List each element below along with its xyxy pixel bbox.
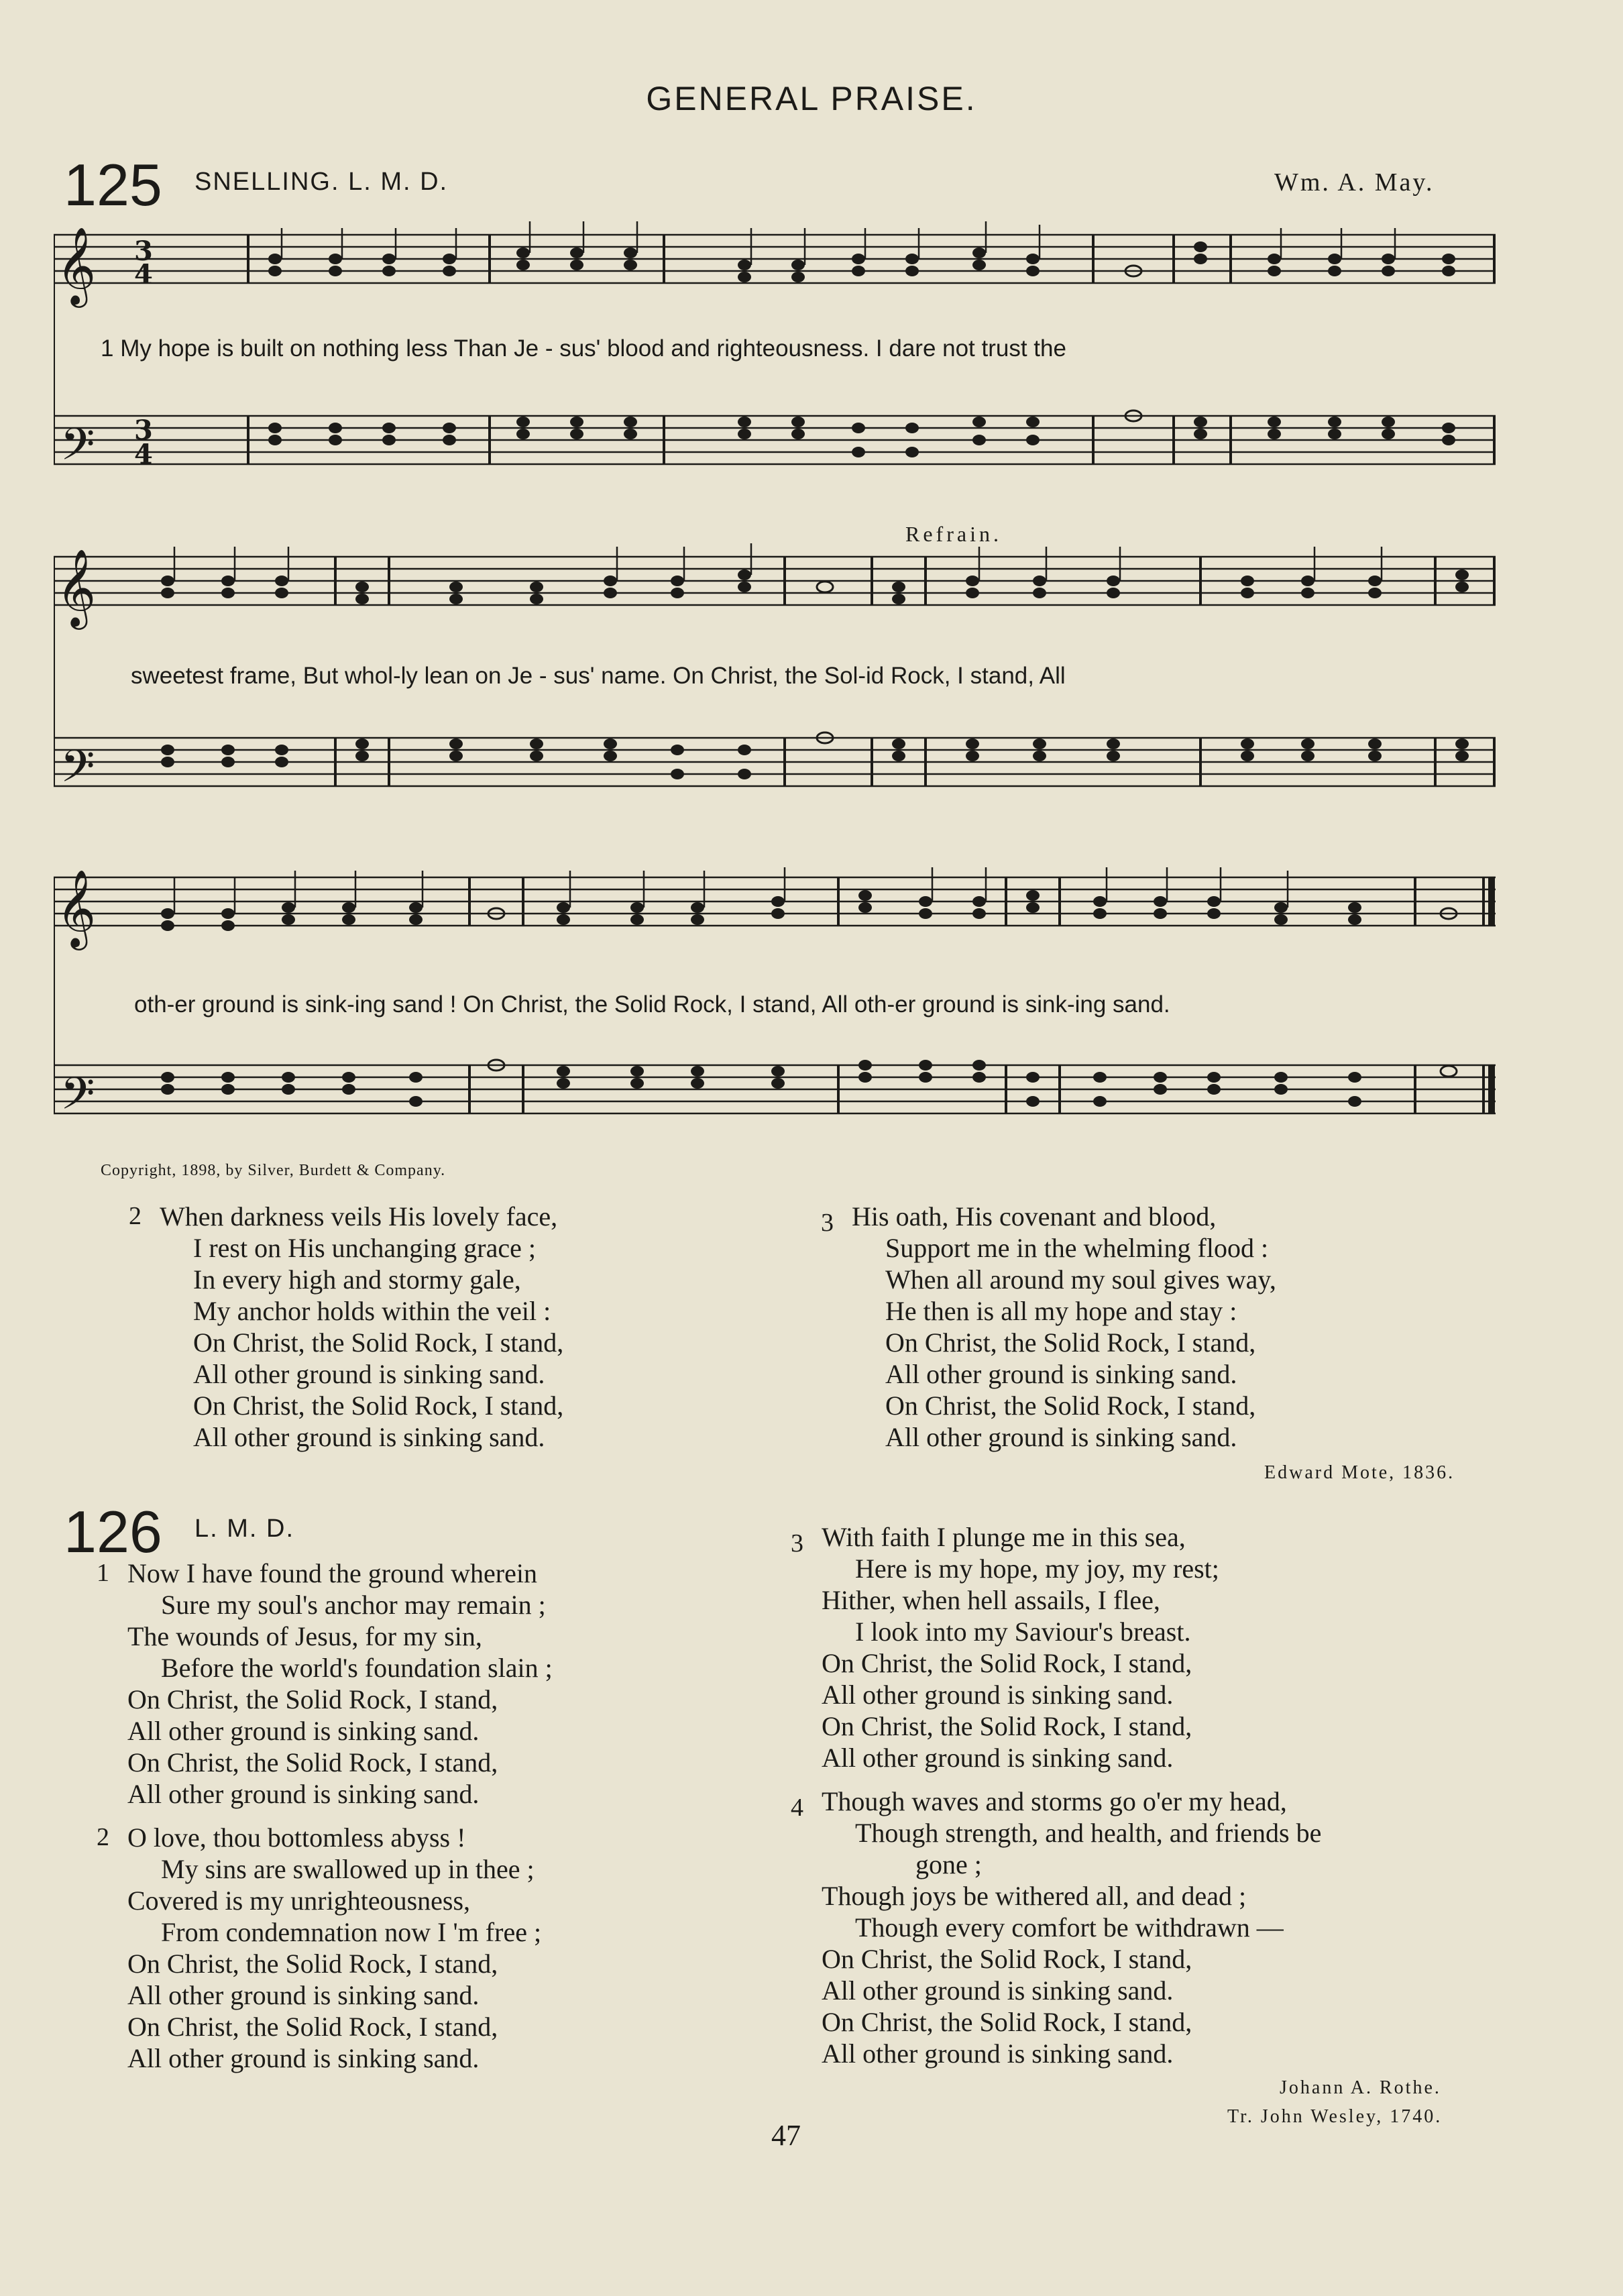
stanza-line: On Christ, the Solid Rock, I stand, bbox=[193, 1390, 564, 1421]
stanza-line: Though joys be withered all, and dead ; bbox=[822, 1881, 1247, 1911]
stanza-line: My anchor holds within the veil : bbox=[193, 1296, 551, 1326]
stanza-line: On Christ, the Solid Rock, I stand, bbox=[193, 1327, 564, 1358]
time-signature-treble: 3 bbox=[134, 235, 153, 267]
bass-clef: 𝄢 bbox=[60, 741, 95, 803]
stanza-line: All other ground is sinking sand. bbox=[822, 1743, 1174, 1773]
stanza-line: On Christ, the Solid Rock, I stand, bbox=[127, 1747, 498, 1778]
stanza-line: Support me in the whelming flood : bbox=[885, 1233, 1269, 1263]
stanza-line: Now I have found the ground wherein bbox=[127, 1558, 537, 1588]
stanza-line: On Christ, the Solid Rock, I stand, bbox=[822, 2007, 1192, 2037]
refrain-label: Refrain. bbox=[905, 522, 1002, 546]
tune-meter: L. M. D. bbox=[348, 168, 449, 196]
stanza-number: 3 bbox=[821, 1209, 834, 1237]
stanza-line: When darkness veils His lovely face, bbox=[160, 1201, 558, 1232]
stanza-line: All other ground is sinking sand. bbox=[822, 2038, 1174, 2069]
hymn-125-tune bbox=[194, 168, 448, 197]
stanza-line: All other ground is sinking sand. bbox=[127, 1980, 480, 2010]
hymn-126-stanza-3 bbox=[791, 1521, 1219, 1773]
stanza-line: On Christ, the Solid Rock, I stand, bbox=[822, 1944, 1192, 1974]
stanza-line: My sins are swallowed up in thee ; bbox=[161, 1854, 535, 1884]
stanza-line: O love, thou bottomless abyss ! bbox=[127, 1822, 466, 1853]
hymn-126-stanza-1 bbox=[97, 1557, 553, 1810]
stanza-line: Here is my hope, my joy, my rest; bbox=[855, 1553, 1219, 1584]
hymn-126-number: 126 bbox=[64, 1498, 162, 1565]
stanza-line: All other ground is sinking sand. bbox=[822, 1975, 1174, 2006]
hymn-126-stanza-4 bbox=[791, 1786, 1322, 2069]
time-signature-treble-lower: 4 bbox=[134, 259, 153, 290]
stanza-line: The wounds of Jesus, for my sin, bbox=[127, 1621, 482, 1651]
lyric-line-2: sweetest frame, But whol-ly lean on Je - sus' name. On Christ, the Sol-id Rock, I stand, All bbox=[131, 663, 1066, 689]
hymn-125-stanza-3 bbox=[821, 1201, 1276, 1453]
stanza-line: gone ; bbox=[915, 1849, 982, 1879]
time-signature-bass: 3 bbox=[134, 415, 153, 446]
music-system-1 bbox=[54, 221, 1496, 510]
stanza-line: All other ground is sinking sand. bbox=[193, 1359, 545, 1389]
stanza-line: On Christ, the Solid Rock, I stand, bbox=[885, 1327, 1256, 1358]
hymn-126-meter: L. M. D. bbox=[194, 1515, 295, 1543]
stanza-line: Though every comfort be withdrawn — bbox=[855, 1912, 1284, 1943]
lyric-line-3: oth-er ground is sink-ing sand ! On Christ, the Solid Rock, I stand, All oth-er ground is sink-ing sand. bbox=[134, 991, 1170, 1018]
bass-clef: 𝄢 bbox=[60, 419, 95, 481]
stanza-line: On Christ, the Solid Rock, I stand, bbox=[885, 1390, 1256, 1421]
treble-clef: 𝄞 bbox=[56, 869, 97, 947]
stanza-number: 4 bbox=[791, 1794, 803, 1822]
stanza-line: Though strength, and health, and friends be bbox=[855, 1818, 1322, 1848]
score-system-1 bbox=[54, 221, 1496, 510]
stanza-line: I rest on His unchanging grace ; bbox=[193, 1233, 536, 1263]
stanza-number: 1 bbox=[97, 1559, 109, 1587]
page-number: 47 bbox=[771, 2119, 801, 2152]
stanza-line: Though waves and storms go o'er my head, bbox=[822, 1786, 1287, 1816]
bass-noteheads bbox=[268, 411, 1455, 457]
stanza-line: I look into my Saviour's breast. bbox=[855, 1617, 1191, 1647]
tune-name: SNELLING. bbox=[194, 168, 340, 196]
treble-clef: 𝄞 bbox=[56, 226, 97, 305]
stanza-number: 2 bbox=[97, 1823, 109, 1851]
stanza-line: On Christ, the Solid Rock, I stand, bbox=[127, 2012, 498, 2042]
bass-clef: 𝄢 bbox=[60, 1068, 95, 1130]
time-signature-bass-lower: 4 bbox=[134, 439, 153, 470]
hymn-126-translator: Tr. John Wesley, 1740. bbox=[1227, 2106, 1443, 2127]
stanza-line: His oath, His covenant and blood, bbox=[852, 1201, 1217, 1232]
stanza-number: 3 bbox=[791, 1529, 803, 1557]
stanza-line: On Christ, the Solid Rock, I stand, bbox=[822, 1711, 1192, 1741]
lyric-line-1: 1 My hope is built on nothing less Than Je - sus' blood and righteousness. I dare not trust the bbox=[101, 335, 1066, 362]
stanza-line: Covered is my unrighteousness, bbox=[127, 1885, 471, 1916]
stanza-line: Hither, when hell assails, I flee, bbox=[822, 1585, 1160, 1615]
hymn-125-author: Edward Mote, 1836. bbox=[1264, 1462, 1455, 1483]
hymn-125-number: 125 bbox=[64, 152, 162, 218]
stanza-line: All other ground is sinking sand. bbox=[885, 1359, 1237, 1389]
stanza-line: On Christ, the Solid Rock, I stand, bbox=[127, 1949, 498, 1979]
stanza-line: With faith I plunge me in this sea, bbox=[822, 1522, 1186, 1552]
stanza-line: On Christ, the Solid Rock, I stand, bbox=[822, 1648, 1192, 1678]
stanza-line: All other ground is sinking sand. bbox=[885, 1422, 1237, 1452]
hymn-125-stanza-2 bbox=[129, 1201, 564, 1453]
page-header: GENERAL PRAISE. bbox=[646, 80, 977, 117]
stanza-line: All other ground is sinking sand. bbox=[127, 1779, 480, 1809]
treble-clef: 𝄞 bbox=[56, 548, 97, 626]
stanza-line: From condemnation now I 'm free ; bbox=[161, 1917, 542, 1947]
stanza-line: All other ground is sinking sand. bbox=[193, 1422, 545, 1452]
stanza-line: He then is all my hope and stay : bbox=[885, 1296, 1237, 1326]
stanza-line: On Christ, the Solid Rock, I stand, bbox=[127, 1684, 498, 1714]
stanza-line: Before the world's foundation slain ; bbox=[161, 1653, 553, 1683]
stanza-line: All other ground is sinking sand. bbox=[127, 1716, 480, 1746]
stanza-line: Sure my soul's anchor may remain ; bbox=[161, 1590, 546, 1620]
copyright-notice: Copyright, 1898, by Silver, Burdett & Company. bbox=[101, 1162, 446, 1179]
hymn-126-author: Johann A. Rothe. bbox=[1280, 2077, 1441, 2098]
stanza-line: All other ground is sinking sand. bbox=[127, 2043, 480, 2073]
composer: Wm. A. May. bbox=[1274, 168, 1435, 197]
stanza-line: All other ground is sinking sand. bbox=[822, 1680, 1174, 1710]
hymn-126-stanza-2 bbox=[97, 1822, 542, 2074]
stanza-number: 2 bbox=[129, 1202, 142, 1230]
stanza-line: When all around my soul gives way, bbox=[885, 1264, 1276, 1295]
stanza-line: In every high and stormy gale, bbox=[193, 1264, 521, 1295]
